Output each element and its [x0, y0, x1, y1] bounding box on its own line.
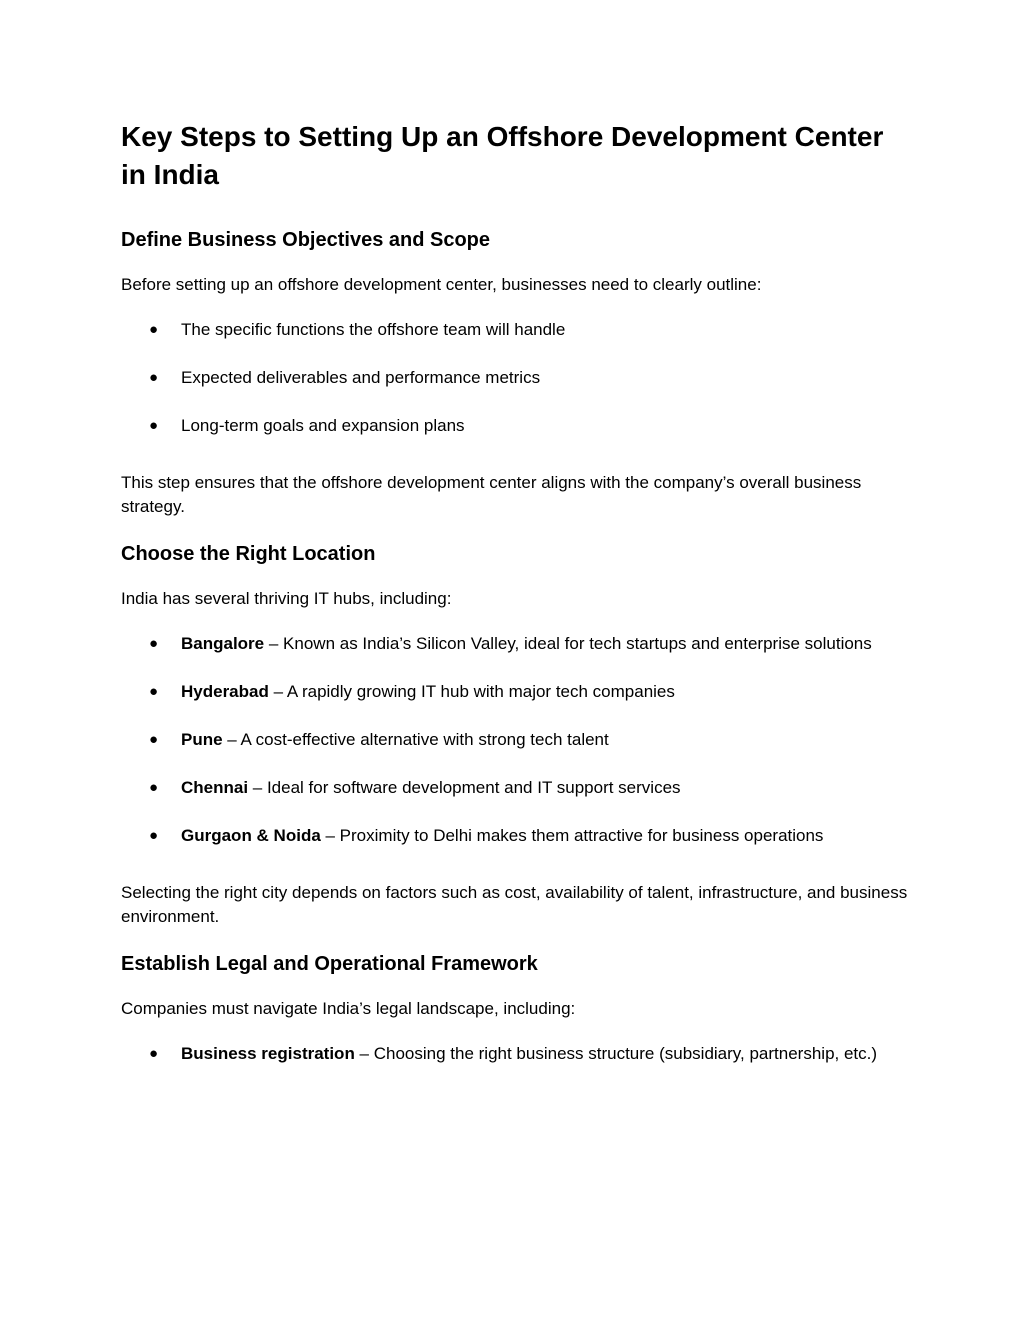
page-title: Key Steps to Setting Up an Offshore Development Center in India: [121, 121, 884, 190]
section-heading-objectives: Define Business Objectives and Scope: [121, 229, 491, 251]
list-item-text: – A cost-effective alternative with strong tech talent: [222, 730, 609, 749]
section-intro-location: India has several thriving IT hubs, including:: [121, 589, 452, 608]
list-item: [121, 366, 911, 390]
section-intro-legal: Companies must navigate India’s legal landscape, including:: [121, 999, 576, 1018]
list-item-text: – Choosing the right business structure (subsidiary, partnership, etc.): [354, 1044, 878, 1063]
list-item: [121, 632, 911, 656]
list-item-text: Expected deliverables and performance metrics: [181, 368, 541, 387]
document-page: [121, 118, 911, 1066]
bullet-icon: ●: [149, 635, 159, 652]
list-item-term: Pune: [181, 730, 223, 749]
section-intro-objectives: Before setting up an offshore development center, businesses need to clearly outline:: [121, 275, 762, 294]
list-item: [121, 318, 911, 342]
bullet-icon: ●: [149, 779, 159, 796]
list-item-term: Chennai: [181, 778, 249, 797]
list-item: [121, 776, 911, 800]
section-outro-location: Selecting the right city depends on factors such as cost, availability of talent, infrastructure, and business environment.: [121, 883, 908, 926]
list-item-text: – Known as India’s Silicon Valley, ideal for tech startups and enterprise solutions: [264, 634, 872, 653]
legal-list: [121, 1042, 911, 1066]
bullet-icon: ●: [149, 1045, 159, 1062]
list-item-term: Business registration: [181, 1044, 355, 1063]
list-item: [121, 414, 911, 438]
list-item-text: Long-term goals and expansion plans: [181, 416, 465, 435]
list-item-text: – A rapidly growing IT hub with major tech companies: [268, 682, 675, 701]
list-item: [121, 680, 911, 704]
bullet-icon: ●: [149, 827, 159, 844]
section-heading-legal: Establish Legal and Operational Framework: [121, 953, 538, 975]
list-item: [121, 728, 911, 752]
list-item-text: – Ideal for software development and IT support services: [248, 778, 681, 797]
bullet-icon: ●: [149, 417, 159, 434]
list-item-text: The specific functions the offshore team will handle: [181, 320, 566, 339]
bullet-icon: ●: [149, 731, 159, 748]
bullet-icon: ●: [149, 369, 159, 386]
section-heading-location: Choose the Right Location: [121, 543, 376, 565]
section-outro-objectives: This step ensures that the offshore development center aligns with the company’s overall business strategy.: [121, 473, 862, 516]
list-item-text: – Proximity to Delhi makes them attractive for business operations: [320, 826, 824, 845]
list-item-term: Gurgaon & Noida: [181, 826, 321, 845]
bullet-icon: ●: [149, 321, 159, 338]
list-item: [121, 1042, 911, 1066]
list-item-term: Hyderabad: [181, 682, 269, 701]
list-item-term: Bangalore: [181, 634, 265, 653]
locations-list: [121, 632, 911, 848]
list-item: [121, 824, 911, 848]
bullet-icon: ●: [149, 683, 159, 700]
objectives-list: [121, 318, 911, 438]
